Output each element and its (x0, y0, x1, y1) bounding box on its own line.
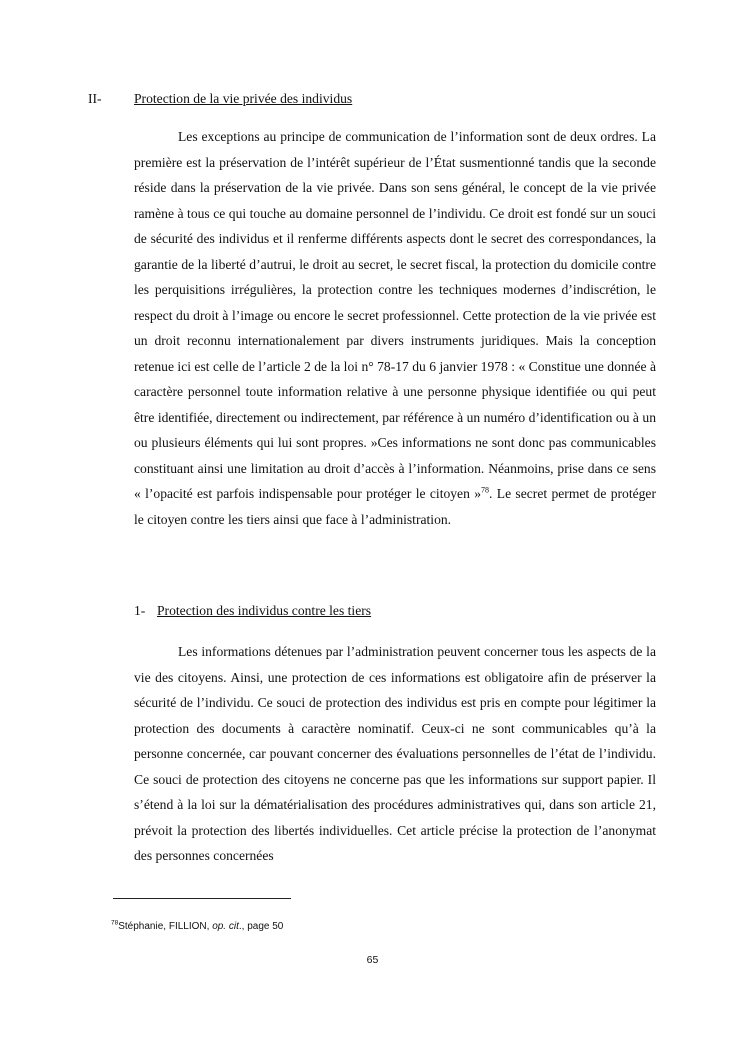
footnote (111, 920, 283, 934)
paragraph-text: Les exceptions au principe de communication de l’information sont de deux ordres. La première est la préservation de l’intérêt supérieur de l’État susmentionné tandis que la seconde réside dans la préservation de la vie privée. Dans son sens général, le concept de la vie privée ramène à tous ce qui touche au domaine personnel de l’individu. Ce droit est fondé sur un souci de sécurité des individus et il renferme différents aspects dont le secret des correspondances, la garantie de la liberté d’autrui, le droit au secret, le secret fiscal, la protection du domicile contre les perquisitions irrégulières, la protection contre les techniques modernes d’indiscrétion, le respect du droit à l’image ou encore le secret professionnel. Cette protection de la vie privée est un droit reconnu internationalement par divers instruments juridiques. Mais la conception retenue ici est celle de l’article 2 de la loi n° 78-17 du 6 janvier 1978 : « Constitue une donnée à caractère personnel toute information relative à une personne physique identifiée ou qui peut être identifiée, directement ou indirectement, par référence à un numéro d’identification ou à un ou plusieurs éléments qui lui sont propres. »Ces informations ne sont donc pas communicables constituant ainsi une limitation au droit d’accès à l’information. Néanmoins, prise dans ce sens « l’opacité est parfois indispensable pour protéger le citoyen » (134, 129, 656, 501)
footnote-source: op. cit (212, 921, 239, 932)
paragraph-tiers (134, 639, 656, 869)
paragraph-text: Les informations détenues par l’administration peuvent concerner tous les aspects de la vie des citoyens. Ainsi, une protection de ces informations est obligatoire afin de préserver la sécurité de l’individu. Ce souci de protection des individus est pris en compte pour légitimer la protection des documents à caractère nominatif. Ceux-ci ne sont communicables qu’à la personne concernée, car pouvant concerner des évaluations personnelles de l’état de l’individu. Ce souci de protection des citoyens ne concerne pas que les informations sur support papier. Il s’étend à la loi sur la dématérialisation des procédures administratives qui, dans son article 21, prévoit la protection des libertés individuelles. Cet article précise la protection de l’anonymat des personnes concernées (134, 644, 656, 863)
section-title: Protection de la vie privée des individus (134, 91, 353, 106)
section-number: II- (88, 91, 102, 106)
paragraph-text-end: . Le secret permet de protéger le citoyen contre les tiers ainsi que face à l’administration. (134, 486, 656, 527)
footnote-page: ., page 50 (238, 921, 284, 932)
paragraph-vie-privee (134, 124, 656, 532)
footnote-separator (113, 898, 291, 899)
subsection-number: 1- (134, 603, 146, 618)
footnote-marker: 78 (111, 919, 119, 927)
subsection-title: Protection des individus contre les tiers (157, 603, 372, 618)
subsection-heading (134, 601, 371, 621)
page-number: 65 (366, 954, 379, 966)
footnote-author: Stéphanie, FILLION, (118, 921, 213, 932)
footnote-reference[interactable]: 78 (481, 485, 490, 495)
